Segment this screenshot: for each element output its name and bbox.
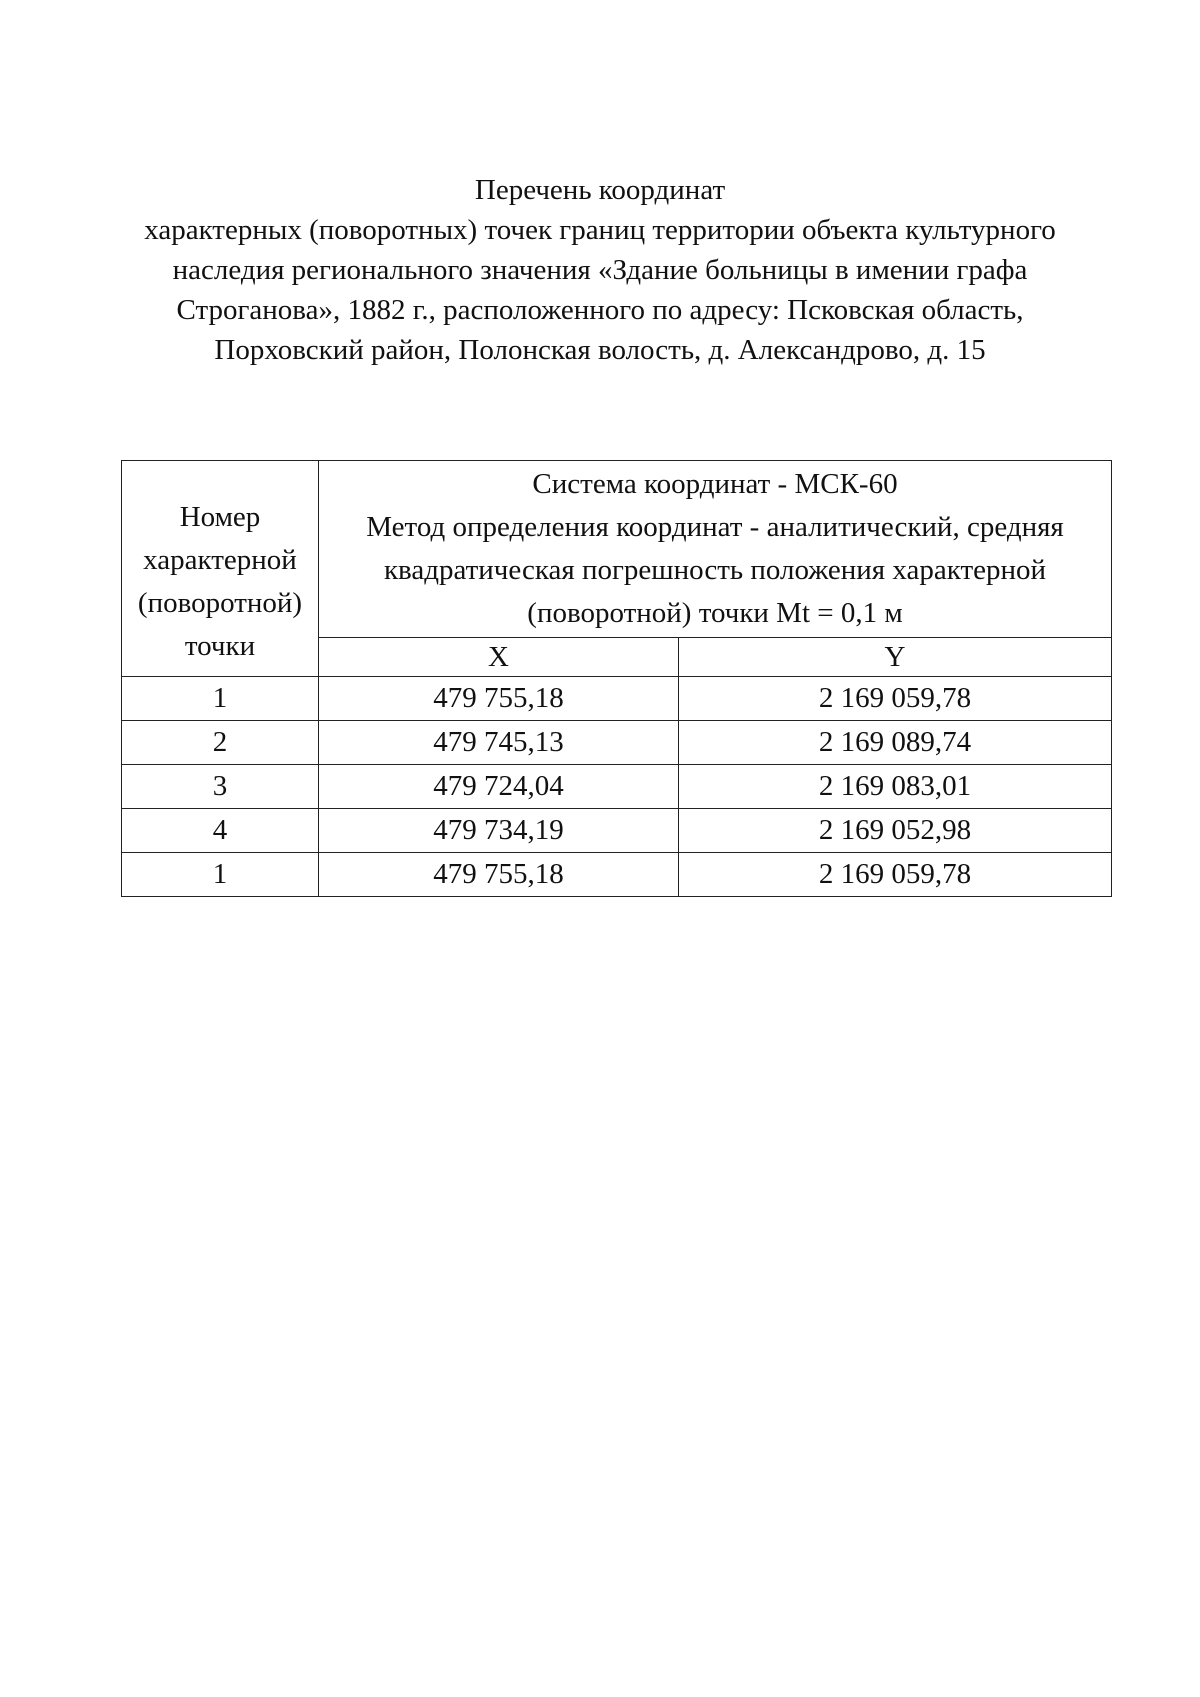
x-column-header: X [319,638,679,677]
point-cell: 1 [122,853,319,897]
point-cell: 2 [122,721,319,765]
point-cell: 4 [122,809,319,853]
y-cell: 2 169 059,78 [679,853,1112,897]
y-column-header: Y [679,638,1112,677]
table-row [122,809,1112,853]
title-line: Порховский район, Полонская волость, д. Александрово, д. 15 [214,334,986,366]
table-row [122,677,1112,721]
title-line: Строганова», 1882 г., расположенного по адресу: Псковская область, [176,294,1024,326]
y-cell: 2 169 089,74 [679,721,1112,765]
x-cell: 479 734,19 [319,809,679,853]
document-title [100,170,1100,370]
title-line: наследия регионального значения «Здание больницы в имении графа [172,254,1028,286]
coordinates-table [121,460,1112,897]
table-row [122,765,1112,809]
y-cell: 2 169 052,98 [679,809,1112,853]
title-line: Перечень координат [474,174,726,206]
point-number-header: Номер характерной (поворотной) точки [122,461,319,677]
x-cell: 479 724,04 [319,765,679,809]
point-cell: 1 [122,677,319,721]
y-cell: 2 169 059,78 [679,677,1112,721]
table-header-row [122,461,1112,638]
x-cell: 479 755,18 [319,853,679,897]
table-row [122,721,1112,765]
y-cell: 2 169 083,01 [679,765,1112,809]
x-cell: 479 745,13 [319,721,679,765]
coordinate-system-header: Система координат - МСК-60 Метод определения координат - аналитический, средняя квадратическая погрешность положения характерной (поворотной) точки Mt = 0,1 м [319,461,1112,638]
title-line: характерных (поворотных) точек границ территории объекта культурного [144,214,1056,246]
point-cell: 3 [122,765,319,809]
table-row [122,853,1112,897]
x-cell: 479 755,18 [319,677,679,721]
